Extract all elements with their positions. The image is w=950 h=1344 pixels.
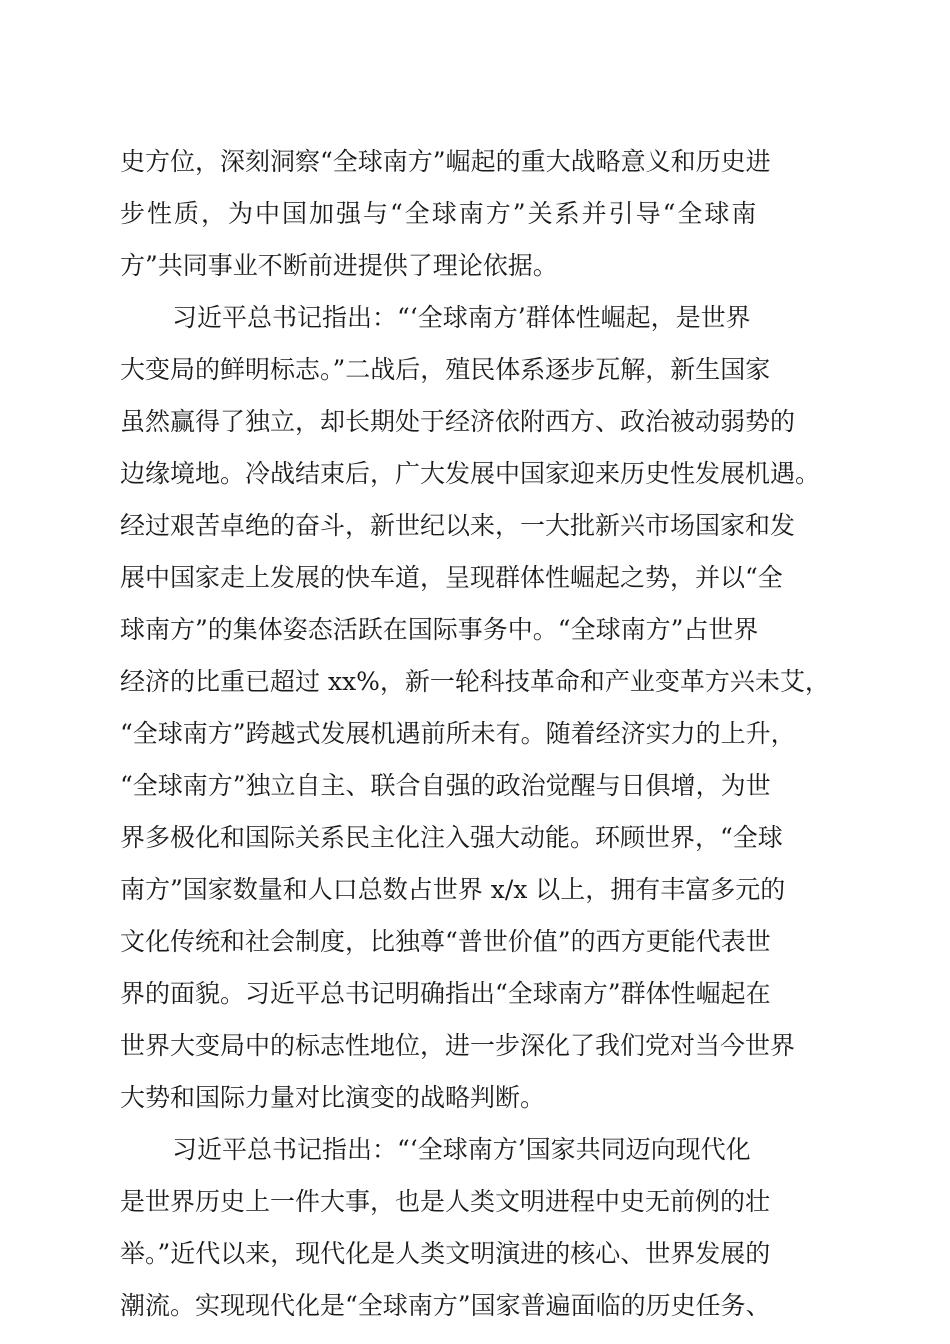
text-line: 边缘境地。冷战结束后，广大发展中国家迎来历史性发展机遇。: [120, 459, 821, 488]
text-line: 是世界历史上一件大事，也是人类文明进程中史无前例的壮: [120, 1187, 771, 1216]
text-line: 界多极化和国际关系民主化注入强大动能。环顾世界，“全球: [120, 823, 783, 852]
text-line: 步性质，为中国加强与“全球南方”关系并引导“全球南: [120, 199, 759, 228]
text-line: 南方”国家数量和人口总数占世界 x/x 以上，拥有丰富多元的: [120, 875, 786, 904]
text-line: 界的面貌。习近平总书记明确指出“全球南方”群体性崛起在: [120, 979, 771, 1008]
body-text: [120, 136, 832, 1332]
paragraph-first-line: 习近平总书记指出：“‘全球南方’群体性崛起，是世界: [172, 303, 751, 332]
text-line: 文化传统和社会制度，比独尊“普世价值”的西方更能代表世: [120, 927, 771, 956]
text-line: 史方位，深刻洞察“全球南方”崛起的重大战略意义和历史进: [120, 147, 771, 176]
text-line: 潮流。实现现代化是“全球南方”国家普遍面临的历史任务、: [120, 1291, 771, 1320]
text-line: 方”共同事业不断前进提供了理论依据。: [120, 251, 558, 280]
text-line: 虽然赢得了独立，却长期处于经济依附西方、政治被动弱势的: [120, 407, 796, 436]
text-line: 球南方”的集体姿态活跃在国际事务中。“全球南方”占世界: [120, 615, 759, 644]
text-line: “全球南方”跨越式发展机遇前所未有。随着经济实力的上升，: [120, 719, 796, 748]
text-line: 世界大变局中的标志性地位，进一步深化了我们党对当今世界: [120, 1031, 796, 1060]
text-line: 经过艰苦卓绝的奋斗，新世纪以来，一大批新兴市场国家和发: [120, 511, 796, 540]
text-line: “全球南方”独立自主、联合自强的政治觉醒与日俱增，为世: [120, 771, 771, 800]
paragraph-first-line: 习近平总书记指出：“‘全球南方’国家共同迈向现代化: [172, 1135, 751, 1164]
text-line: 大势和国际力量对比演变的战略判断。: [120, 1083, 546, 1112]
text-line: 经济的比重已超过 xx%，新一轮科技革命和产业变革方兴未艾，: [120, 667, 830, 696]
text-line: 举。”近代以来，现代化是人类文明演进的核心、世界发展的: [120, 1239, 771, 1268]
text-line: 大变局的鲜明标志。”二战后，殖民体系逐步瓦解，新生国家: [120, 355, 771, 384]
text-line: 展中国家走上发展的快车道，呈现群体性崛起之势，并以“全: [120, 563, 783, 592]
